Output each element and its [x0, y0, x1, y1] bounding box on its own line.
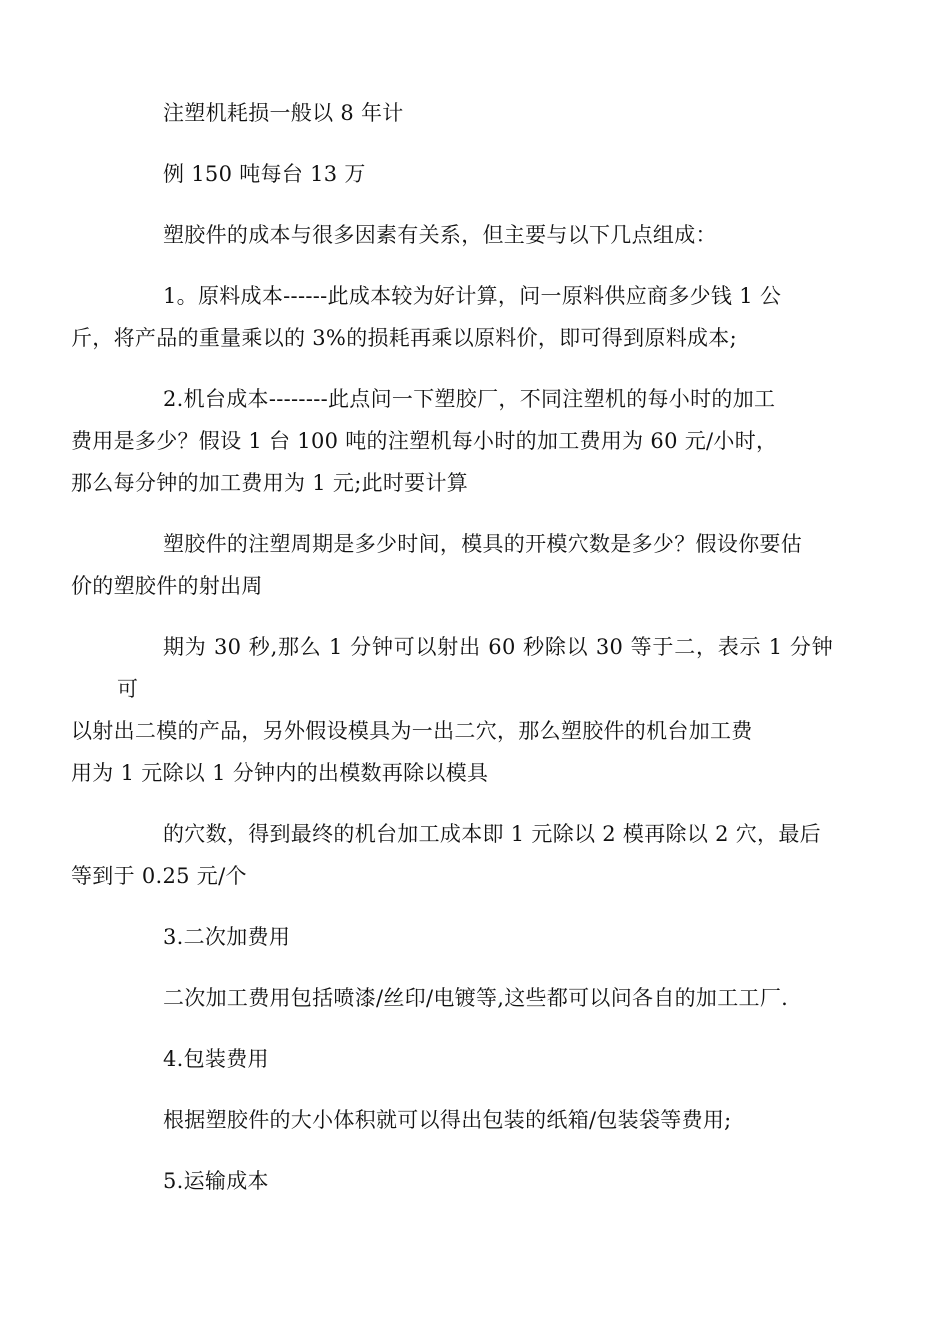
- paragraph-material-cost: [71, 275, 833, 359]
- paragraph-depreciation: [117, 92, 833, 134]
- text-line: 根据塑胶件的大小体积就可以得出包装的纸箱/包装袋等费用;: [163, 1108, 732, 1132]
- text-line: 二次加工费用包括喷漆/丝印/电镀等,这些都可以问各自的加工工厂.: [163, 986, 789, 1010]
- text-line: 2.机台成本--------此点问一下塑胶厂，不同注塑机的每小时的加工: [163, 387, 776, 411]
- heading-packaging: [117, 1038, 833, 1080]
- text-line: 费用是多少？假设 1 台 100 吨的注塑机每小时的加工费用为 60 元/小时，: [71, 429, 778, 453]
- text-line: 1。原料成本------此成本较为好计算，问一原料供应商多少钱 1 公: [163, 284, 782, 308]
- text-line: 价的塑胶件的射出周: [71, 574, 263, 598]
- text-line: 期为 30 秒,那么 1 分钟可以射出 60 秒除以 30 等于二，表示 1 分钟可: [117, 635, 833, 701]
- text-line: 等到于 0.25 元/个: [71, 864, 247, 888]
- document-body: [71, 92, 833, 1221]
- heading-secondary-processing: [117, 916, 833, 958]
- heading-transport: [117, 1160, 833, 1202]
- text-line: 的穴数，得到最终的机台加工成本即 1 元除以 2 模再除以 2 穴，最后: [163, 822, 821, 846]
- paragraph-intro: [117, 214, 833, 256]
- paragraph-cavity-result: [71, 813, 833, 897]
- text-line: 例 150 吨每台 13 万: [163, 162, 366, 186]
- paragraph-cycle-example: [71, 626, 833, 794]
- text-line: 塑胶件的注塑周期是多少时间，模具的开模穴数是多少？假设你要估: [163, 532, 802, 556]
- text-line: 塑胶件的成本与很多因素有关系，但主要与以下几点组成：: [163, 223, 717, 247]
- text-line: 以射出二模的产品，另外假设模具为一出二穴，那么塑胶件的机台加工费: [71, 719, 753, 743]
- text-line: 斤，将产品的重量乘以的 3%的损耗再乘以原料价，即可得到原料成本;: [71, 326, 737, 350]
- text-line: 5.运输成本: [163, 1169, 269, 1193]
- text-line: 4.包装费用: [163, 1047, 269, 1071]
- paragraph-secondary-processing: [117, 977, 833, 1019]
- paragraph-example: [117, 153, 833, 195]
- text-line: 3.二次加费用: [163, 925, 291, 949]
- text-line: 注塑机耗损一般以 8 年计: [163, 101, 404, 125]
- paragraph-packaging: [117, 1099, 833, 1141]
- paragraph-cycle-time: [71, 523, 833, 607]
- text-line: 那么每分钟的加工费用为 1 元;此时要计算: [71, 471, 469, 495]
- paragraph-machine-cost: [71, 378, 833, 504]
- text-line: 用为 1 元除以 1 分钟内的出模数再除以模具: [71, 761, 489, 785]
